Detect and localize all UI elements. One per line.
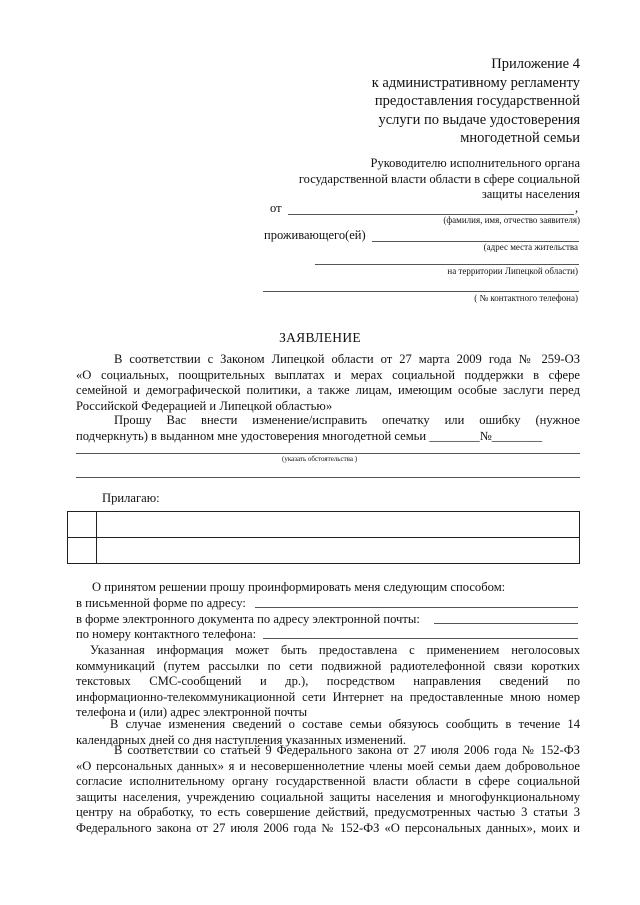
- appendix-line: предоставления государственной: [374, 93, 580, 109]
- notify-intro: О принятом решении прошу проинформировать меня следующим способом:: [92, 580, 506, 594]
- table-row[interactable]: [68, 538, 579, 564]
- notify-phone-label: по номеру контактного телефона:: [76, 627, 257, 641]
- text-line: В случае изменения сведений о составе семьи обязуюсь сообщить в течение 14: [110, 717, 580, 731]
- text-line: Российской Федерацией и Липецкой областью»: [76, 398, 333, 413]
- circumstances-hint: (указать обстоятельства ): [282, 455, 358, 463]
- text-line: Федерального закона от 27 июля 2006 года № 152-ФЗ «О персональных данных», моих и: [76, 820, 580, 835]
- text-line: защиты населения, учреждению социальной защиты населения и многофункциональному: [76, 789, 580, 804]
- table-cell-number[interactable]: [68, 512, 97, 537]
- text-line: семейной и демографической политики, а также лицам, имеющим особые заслуги перед: [76, 383, 580, 397]
- circumstances-field-2[interactable]: [76, 477, 580, 478]
- paragraph-request: [76, 413, 580, 444]
- written-address-field[interactable]: [255, 607, 578, 608]
- text-line: согласие исполнительному органу государственной власти области в сфере социальной: [76, 774, 580, 788]
- appendix-line: к административному регламенту: [371, 74, 580, 91]
- addressee-block: [299, 156, 580, 203]
- attachments-table: [67, 511, 580, 564]
- text-line: «О персональных данных» я и несовершеннолетние члены моей семьи даем добровольное: [76, 758, 580, 773]
- residence-label: проживающего(ей): [264, 228, 366, 242]
- text-line: подчеркнуть) в выданном мне удостоверения многодетной семьи ________№________: [76, 428, 543, 443]
- appendix-line: многодетной семьи: [460, 130, 580, 146]
- phone-hint: ( № контактного телефона): [474, 293, 578, 303]
- text-line: Прошу Вас внести изменение/исправить опечатку или ошибку (нужное: [114, 413, 580, 427]
- text-line: текстовых СМС-сообщений и др.), посредством направления сведений по: [76, 674, 580, 688]
- text-line: коммуникаций (путем рассылки по сети подвижной радиотелефонной связи коротких: [76, 658, 580, 673]
- text-line: телефона и (или) адрес электронной почты: [76, 705, 308, 719]
- text-line: «О социальных, поощрительных выплатах и мерах социальной поддержки в сфере: [76, 367, 580, 382]
- circumstances-field[interactable]: [76, 453, 580, 454]
- residence-hint: (адрес места жительства: [483, 242, 578, 252]
- addressee-line: защиты населения: [481, 187, 580, 201]
- text-line: В соответствии с Законом Липецкой области от 27 марта 2009 года № 259-ОЗ: [114, 352, 580, 366]
- paragraph-personal-data: [76, 743, 580, 836]
- table-cell-number[interactable]: [68, 538, 97, 564]
- email-field[interactable]: [434, 623, 578, 624]
- phone-field[interactable]: [263, 291, 579, 292]
- notify-written-label: в письменной форме по адресу:: [76, 596, 246, 610]
- table-row[interactable]: [68, 512, 579, 538]
- text-line: В соответствии со статьей 9 Федерального закона от 27 июля 2006 года № 152-ФЗ: [114, 743, 580, 757]
- territory-hint: на территории Липецкой области): [447, 266, 578, 276]
- territory-field[interactable]: [315, 264, 579, 265]
- text-line: центру на обработку, то есть совершение действий, предусмотренных частью 3 статьи 3: [76, 805, 580, 819]
- paragraph-info-channels: [76, 643, 580, 721]
- from-label: от: [270, 201, 282, 215]
- text-line: Указанная информация может быть предоставлена с применением неголосовых: [90, 643, 580, 657]
- phone-number-field[interactable]: [263, 638, 578, 639]
- addressee-line: Руководителю исполнительного органа: [370, 156, 580, 170]
- paragraph-law-reference: [76, 352, 580, 414]
- text-line: календарных дней со дня наступления указанных изменений.: [76, 732, 407, 747]
- from-comma: ,: [575, 201, 579, 215]
- text-line: информационно-телекоммуникационной сети Интернет на предоставленные мною номер: [76, 689, 580, 704]
- appendix-line: Приложение 4: [491, 56, 580, 72]
- document-title: ЗАЯВЛЕНИЕ: [279, 330, 361, 345]
- notify-email-label: в форме электронного документа по адресу электронной почты:: [76, 612, 420, 626]
- appendix-line: услуги по выдаче удостоверения: [378, 111, 580, 128]
- addressee-line: государственной власти области в сфере социальной: [298, 171, 580, 186]
- from-hint: (фамилия, имя, отчество заявителя): [443, 215, 580, 225]
- attach-label: Прилагаю:: [102, 491, 160, 505]
- appendix-block: [372, 55, 580, 148]
